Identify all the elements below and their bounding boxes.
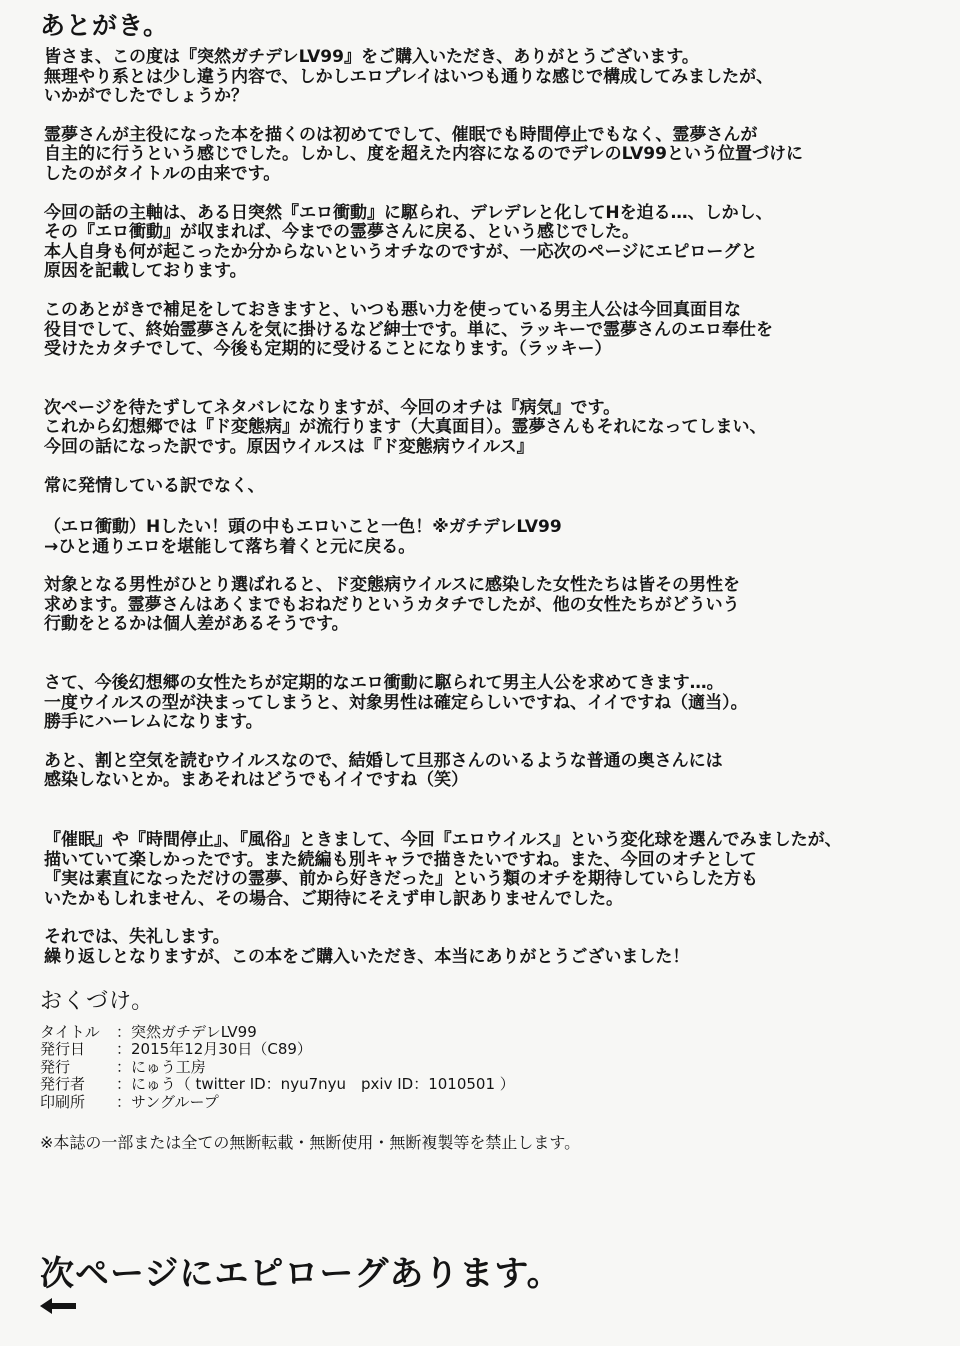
text-line: 皆さま、この度は『突然ガチデレLV99』をご購入いただき、ありがとうございます。: [44, 47, 699, 67]
text-line: 勝手にハーレムになります。: [44, 712, 263, 733]
text-line: 描いていて楽しかったです。また続編も別キャラで描きたいですね。また、今回のオチとして: [44, 849, 757, 870]
text-line: 常に発情している訳でなく、: [44, 475, 265, 496]
text-line: 原因を記載しております。: [44, 261, 247, 282]
text-line: あと、割と空気を読むウイルスなので、結婚して旦那さんのいるような普通の奥さんには: [44, 750, 723, 771]
colophon-label: 発行者: [40, 1075, 86, 1094]
colophon-row: [40, 1076, 515, 1093]
colophon-row: [40, 1041, 515, 1058]
next-page-notice: 次ページにエピローグあります。: [40, 1254, 562, 1294]
text-line: 霊夢さんが主役になった本を描くのは初めてでして、催眠でも時間停止でもなく、霊夢さんが: [44, 124, 758, 145]
colophon-row: [40, 1024, 515, 1041]
text-line: このあとがきで補足をしておきますと、いつも悪い力を使っている男主人公は今回真面目な: [44, 299, 741, 320]
text-line: 今回の話の主軸は、ある日突然『エロ衝動』に駆られ、デレデレと化してHを迫る…、しかし、: [44, 202, 773, 223]
paragraph-12: [44, 928, 924, 967]
text-line: 受けたカタチでして、今後も定期的に受けることになります。（ラッキー）: [44, 339, 612, 360]
paragraph-10: [44, 752, 924, 791]
colophon-row: [40, 1059, 515, 1076]
text-line: 本人自身も何が起こったか分からないというオチなのですが、一応次のページにエピローグと: [44, 241, 758, 262]
afterword-body: [44, 48, 924, 968]
text-line: 一度ウイルスの型が決まってしまうと、対象男性は確定らしいですね、イイですね（適当）。: [44, 692, 748, 713]
text-line: 求めます。霊夢さんはあくまでもおねだりというカタチでしたが、他の女性たちがどういう: [44, 594, 740, 615]
colophon-value: ：2015年12月30日（C89）: [116, 1040, 312, 1059]
colophon-label: タイトル: [40, 1023, 100, 1041]
paragraph-4: [44, 301, 924, 360]
colophon-value: ：にゅう工房: [116, 1057, 206, 1076]
text-line: （エロ衝動）Hしたい！頭の中もエロいこと一色！※ガチデレLV99: [44, 517, 562, 538]
text-line: 無理やり系とは少し違う内容で、しかしエロプレイはいつも通りな感じで構成してみましたが、: [44, 66, 774, 87]
text-line: 『実は素直になっただけの霊夢、前から好きだった』という類のオチを期待していらした方も: [44, 869, 758, 890]
text-line: 今回の話になった訳です。原因ウイルスは『ド変態病ウイルス』: [44, 436, 534, 457]
text-line: 自主的に行うという感じでした。しかし、度を超えた内容になるのでデレのLV99という位置づけに: [44, 144, 803, 165]
paragraph-1: [44, 48, 924, 107]
text-line: 行動をとるかは個人差があるそうです。: [44, 614, 349, 635]
text-line: 役目でして、終始霊夢さんを気に掛けるなど紳士です。単に、ラッキーで霊夢さんのエロ奉仕を: [44, 319, 773, 340]
text-line: 繰り返しとなりますが、この本をご購入いただき、本当にありがとうございました！: [44, 947, 690, 967]
paragraph-7: [44, 518, 924, 557]
text-line: いたかもしれません、その場合、ご期待にそえず申し訳ありませんでした。: [44, 888, 624, 909]
paragraph-3: [44, 204, 924, 282]
page-title: あとがき。: [40, 11, 170, 40]
text-line: 『催眠』や『時間停止』、『風俗』ときまして、今回『エロウイルス』という変化球を選んでみましたが、: [44, 830, 842, 851]
paragraph-9: [44, 674, 924, 733]
paragraph-2: [44, 126, 924, 185]
colophon-value: ：にゅう（ twitter ID：nyu7nyu pxiv ID：1010501 ）: [116, 1075, 515, 1094]
text-line: 感染しないとか。まあそれはどうでもイイですね（笑）: [44, 770, 469, 791]
text-line: 対象となる男性がひとり選ばれると、ド変態病ウイルスに感染した女性たちは皆その男性を: [44, 575, 740, 596]
text-line: いかがでしたでしょうか？: [44, 86, 248, 107]
left-arrow-icon: [40, 1296, 76, 1316]
copyright-notice: ※本誌の一部または全ての無断転載・無断使用・無断複製等を禁止します。: [40, 1133, 581, 1152]
colophon-row: [40, 1094, 515, 1111]
paragraph-6: [44, 477, 924, 497]
colophon-label: 発行: [40, 1057, 71, 1076]
colophon-label: 発行日: [40, 1040, 86, 1059]
text-line: さて、今後幻想郷の女性たちが定期的なエロ衝動に駆られて男主人公を求めてきます…。: [44, 673, 724, 694]
text-line: これから幻想郷では『ド変態病』が流行ります（大真面目）。霊夢さんもそれになってしまい、: [44, 417, 767, 438]
paragraph-5: [44, 399, 924, 458]
paragraph-11: [44, 831, 924, 909]
colophon-value: ：サングループ: [116, 1092, 219, 1111]
paragraph-8: [44, 576, 924, 635]
text-line: 次ページを待たずしてネタバレになりますが、今回のオチは『病気』です。: [44, 397, 621, 418]
colophon-heading: おくづけ。: [40, 989, 155, 1014]
text-line: したのがタイトルの由来です。: [44, 163, 281, 184]
colophon-table: [40, 1024, 515, 1111]
text-line: →ひと通りエロを堪能して落ち着くと元に戻る。: [44, 536, 416, 557]
colophon-value: ：突然ガチデレLV99: [116, 1023, 257, 1041]
text-line: それでは、失礼します。: [44, 927, 230, 948]
colophon-label: 印刷所: [40, 1092, 86, 1111]
text-line: その『エロ衝動』が収まれば、今までの霊夢さんに戻る、という感じでした。: [44, 222, 639, 243]
